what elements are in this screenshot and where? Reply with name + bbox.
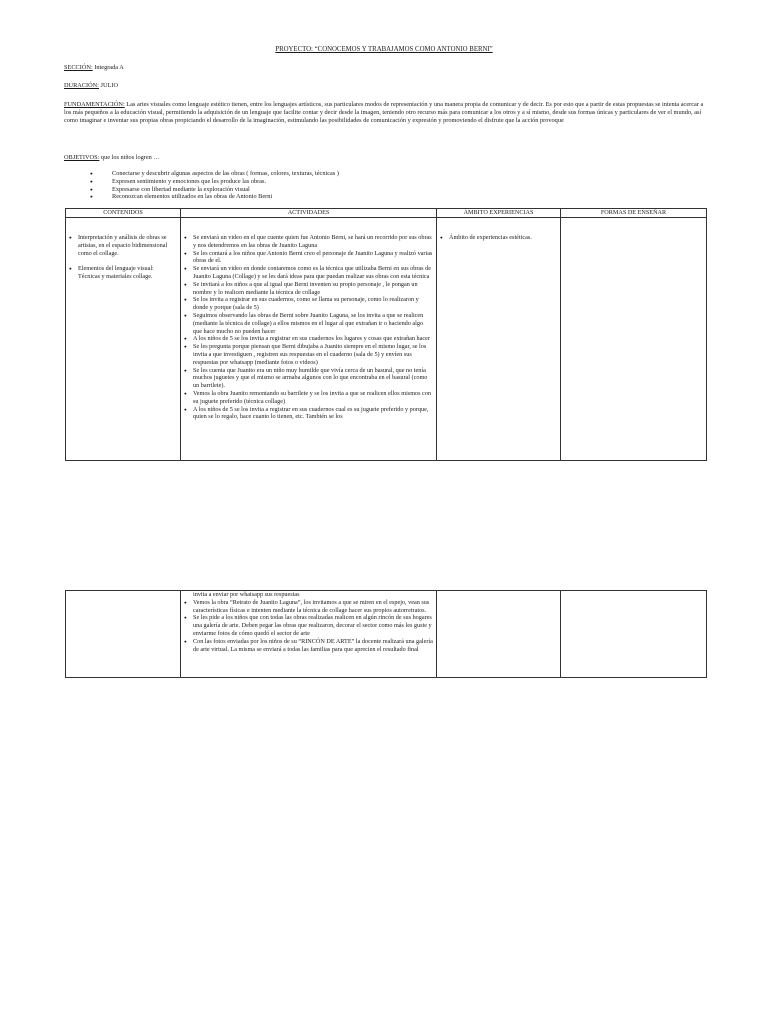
table-row — [66, 591, 707, 678]
actividad-item: ● Se enviará un video en donde contaremos como es la técnica que utilizaba Berni en sus obras de Juanito Laguna (Collage) y se les dará ideas para que puedan realizar sus obras con esta técnica — [181, 265, 436, 281]
actividad-item: ● Seguimos observando las obras de Berni sobre Juanito Laguna, se los invita a que se realicen (mediante la técnica de collage) a ellos mismos en el lugar al que extrañan ir o haciendo algo que hace mucho no pueden hacer — [181, 312, 436, 335]
fundamentacion-paragraph — [64, 101, 706, 124]
actividad-item: ● A los niños de 5 se los invita a registrar en sus cuadernos los lugares y cosas que extrañan hacer — [181, 335, 436, 343]
actividad-item: ● Vemos la obra “Retrato de Juanito Laguna”, los invitamos a que se miren en el espejo, vean sus características físicas e intenten mediante la técnica de collage hacer sus propios autorretratos. — [181, 599, 436, 615]
header-ambito: ÁMBITO EXPERIENCIAS — [437, 209, 561, 218]
section-label: SECCIÓN: — [64, 64, 93, 71]
objectives-line — [64, 154, 704, 162]
actividad-item: ● Se les pide a los niños que con todas las obras realizadas realicen en algún rincón de sus hogares una galería de arte. Deben pegar las obras que realizaron, decorar el sector como más les guste y enviarme fotos de cómo quedó el sector de arte — [181, 614, 436, 637]
table-header-row — [66, 209, 707, 218]
contenido-item: ● Elementos del lenguaje visual: Técnicas y materiales collage. — [66, 265, 180, 281]
actividad-item: ● Con las fotos enviadas por los niños de su “RINCÓN DE ARTE” la docente realizará una galería de arte virtual. La misma se enviará a todas las familias para que aprecien el resultado final — [181, 638, 436, 654]
project-title: PROYECTO: “CONOCEMOS Y TRABAJAMOS COMO ANTONIO BERNI” — [275, 46, 493, 53]
actividad-item: ● Se les cuenta que Juanito era un niño muy humilde que vivía cerca de un basural, que no tenía muchos juguetes y que el mismo se armaba algunos con lo que encontraba en el basural (como un barrilete). — [181, 367, 436, 390]
duration-value: JULIO — [98, 82, 119, 89]
duration-line — [64, 82, 704, 90]
header-formas: FORMAS DE ENSEÑAR — [561, 209, 707, 218]
ambito-cell — [437, 591, 561, 678]
table-row — [66, 218, 707, 461]
objective-item: ● Conectarse y descubrir algunas aspectos de las obras ( formas, colores, texturas, técnicas ) — [98, 170, 339, 178]
objective-item: ● Expresarse con libertad mediante la exploración visual — [98, 186, 339, 194]
planning-table — [65, 208, 707, 461]
formas-cell — [561, 591, 707, 678]
actividad-item: ● Se los invita a registrar en sus cuadernos, como se llama su personaje, como lo realizaron y donde y porque (sala de 5) — [181, 296, 436, 312]
contenido-item: ● Interpretación y análisis de obras se artistas, en el espacio bidimensional como el collage. — [66, 234, 180, 257]
contenidos-cell — [66, 218, 181, 461]
section-line — [64, 64, 704, 72]
actividad-item: ● A los niños de 5 se los invita a registrar en sus cuadernos cual es su juguete preferido y porque, quien se lo regalo, hace cuanto lo tienen, etc. También se los — [181, 406, 436, 422]
ambito-item: ● Ámbito de experiencias estéticas. — [437, 234, 560, 242]
duration-label: DURACIÓN: — [64, 82, 99, 89]
actividad-item: ● Se enviará un video en el que cuente quien fue Antonio Berni, se hará un recorrido por sus obras y nos detendremos en las obras de Juanito Laguna — [181, 234, 436, 250]
planning-table-continued — [65, 590, 707, 678]
objectives-label: OBJETIVOS: — [64, 154, 100, 161]
header-actividades: ACTIVIDADES — [181, 209, 437, 218]
actividad-item: ● Se les pregunta porque piensan que Berni dibujaba a Juanito siempre en el mismo lugar, se los invita a que investiguen , registren sus respuestas en el cuaderno (sala de 5) y envíen sus respuestas por whatsapp (mediante fotos o videos) — [181, 343, 436, 366]
header-contenidos: CONTENIDOS — [66, 209, 181, 218]
fundamentacion-text: Las artes visuales como lenguaje estético tienen, entre los lenguajes artísticos, sus particulares modos de representación y una manera propia de comunicar y de decir. Es por esto que a partir de estas propuestas se intenta acercar a los más pequeños a la educación visual, permitiendo la adquisición de un lenguaje que facilite contar y decir desde la imagen, teniendo otro recurso más para comunicar a los otros y a sí mismo, desde sus formas únicas y particulares de ver el mundo, así como imaginar e inventar sus propias obras propiciando el desarrollo de la imaginación, estimulando las posibilidades de comunicación y expresión y promoviendo el disfrute que la acción provoque — [64, 101, 704, 124]
actividad-item: ● Se les contará a los niños que Antonio Berni creo el personaje de Juanito Laguna y realizó varias obras de el. — [181, 250, 436, 266]
objective-item: ● Expresen sentimiento y emociones que les produce las obras. — [98, 178, 339, 186]
actividades-cell — [181, 218, 437, 461]
actividad-item: ● Vemos la obra Juanito remontando su barrilete y se los invita a que se realicen ellos mismos con su juguete preferido (técnica collage) — [181, 390, 436, 406]
fundamentacion-label: FUNDAMENTACIÓN: — [64, 101, 125, 108]
objectives-list — [98, 170, 339, 201]
ambito-cell — [437, 218, 561, 461]
objective-item: ● Reconozcan elementos utilizados en las obras de Antonio Berni — [98, 193, 339, 201]
formas-cell — [561, 218, 707, 461]
contenidos-cell — [66, 591, 181, 678]
section-value: Integrada A — [92, 64, 124, 71]
actividades-cell — [181, 591, 437, 678]
actividad-item: ● Se invitará a los niños a que al igual que Berni inventen su propio personaje , le pongan un nombre y lo realicen mediante la técnica de collage — [181, 281, 436, 297]
objectives-intro: que los niños logren … — [99, 154, 160, 161]
actividad-continuation: invita a enviar por whatsapp sus respuestas — [193, 591, 300, 598]
